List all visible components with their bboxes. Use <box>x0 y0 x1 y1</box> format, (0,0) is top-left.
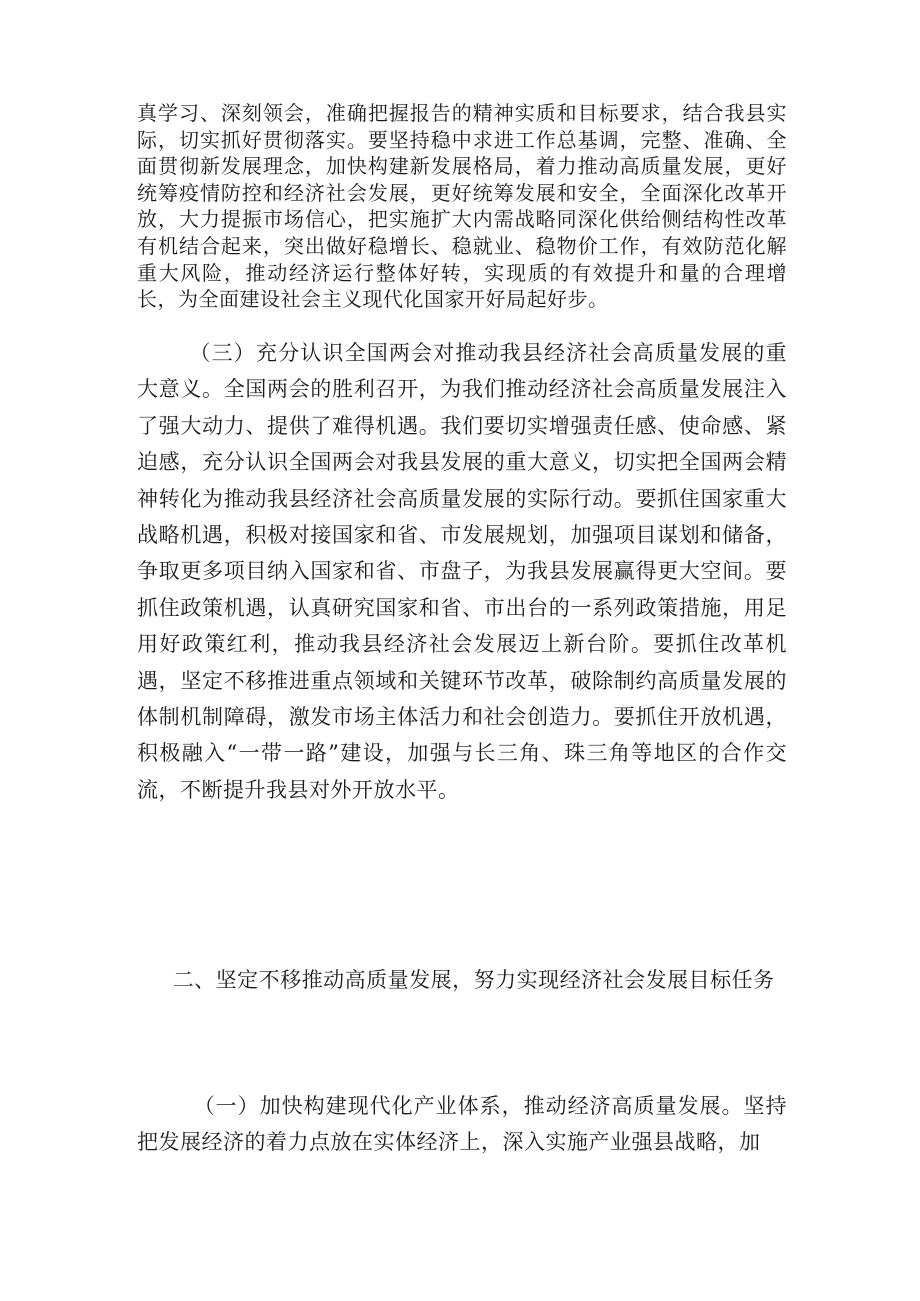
paragraph-continuation: 真学习、深刻领会，准确把握报告的精神实质和目标要求，结合我县实际，切实抓好贯彻落实。要坚持稳中求进工作总基调，完整、准确、全面贯彻新发展理念，加快构建新发展格局，着力推动高质量发展，更好统筹疫情防控和经济社会发展，更好统筹发展和安全，全面深化改革开放，大力提振市场信心，把实施扩大内需战略同深化供给侧结构性改革有机结合起来，突出做好稳增长、稳就业、稳物价工作，有效防范化解重大风险，推动经济运行整体好转，实现质的有效提升和量的合理增长，为全面建设社会主义现代化国家开好局起好步。 <box>137 101 787 312</box>
paragraph-significance-of-two-sessions: （三）充分认识全国两会对推动我县经济社会高质量发展的重大意义。全国两会的胜利召开，为我们推动经济社会高质量发展注入了强大动力、提供了难得机遇。我们要切实增强责任感、使命感、紧迫感，充分认识全国两会对我县发展的重大意义，切实把全国两会精神转化为推动我县经济社会高质量发展的实际行动。要抓住国家重大战略机遇，积极对接国家和省、市发展规划，加强项目谋划和储备，争取更多项目纳入国家和省、市盘子，为我县发展赢得更大空间。要抓住政策机遇，认真研究国家和省、市出台的一系列政策措施，用足用好政策红利，推动我县经济社会发展迈上新台阶。要抓住改革机遇，坚定不移推进重点领域和关键环节改革，破除制约高质量发展的体制机制障碍，激发市场主体活力和社会创造力。要抓住开放机遇，积极融入“一带一路”建设，加强与长三角、珠三角等地区的合作交流，不断提升我县对外开放水平。 <box>137 341 787 802</box>
section-heading-2: 二、坚定不移推动高质量发展，努力实现经济社会发展目标任务 <box>172 968 775 992</box>
paragraph-modern-industry-system: （一）加快构建现代化产业体系，推动经济高质量发展。坚持把发展经济的着力点放在实体经济上，深入实施产业强县战略，加 <box>137 1094 787 1155</box>
